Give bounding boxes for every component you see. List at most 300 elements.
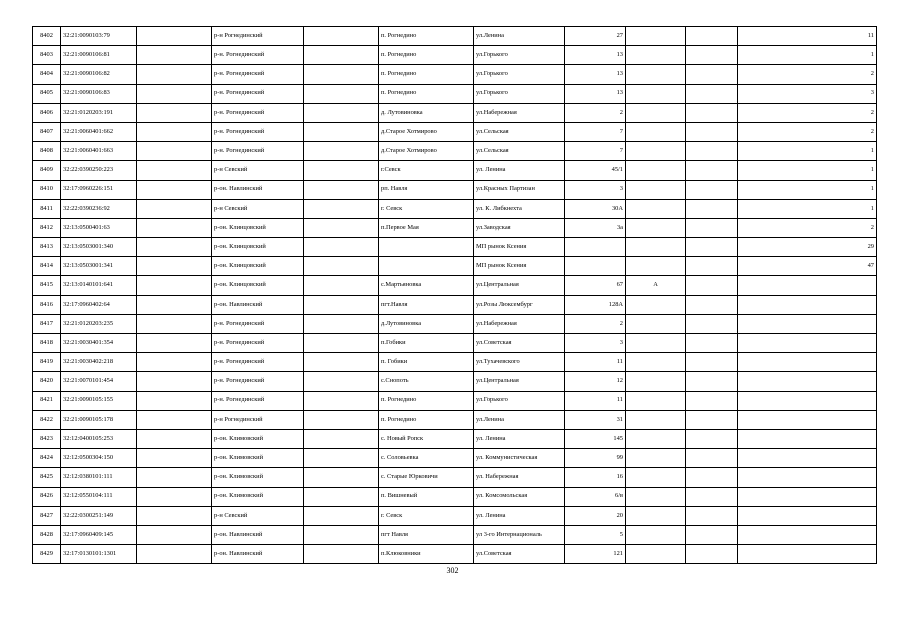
cell-house-number: 5: [565, 525, 626, 544]
cell-house-number: 128А: [565, 295, 626, 314]
cell-row-number: 8428: [33, 525, 61, 544]
cell-district: р-н. Рогнединский: [212, 65, 304, 84]
cell-empty: [304, 122, 379, 141]
cell-empty: [686, 122, 738, 141]
cell-cadastral-number: 32:21:0120203:235: [61, 314, 137, 333]
cell-street: ул.Красных Партизан: [474, 180, 565, 199]
cell-empty: [686, 334, 738, 353]
cell-empty: [686, 218, 738, 237]
cell-empty: [137, 314, 212, 333]
cell-empty: [304, 27, 379, 46]
cell-letter: [626, 372, 686, 391]
cell-empty: [304, 276, 379, 295]
cell-cadastral-number: 32:21:0030402:218: [61, 353, 137, 372]
cell-value: 1: [738, 142, 877, 161]
cell-value: 1: [738, 46, 877, 65]
cell-settlement: п. Рогнедино: [379, 391, 474, 410]
cell-settlement: п.Клюковники: [379, 545, 474, 564]
cell-letter: [626, 27, 686, 46]
table-row: [33, 545, 877, 564]
cell-street: ул.Заводская: [474, 218, 565, 237]
cell-house-number: 7: [565, 122, 626, 141]
cell-letter: [626, 142, 686, 161]
cell-letter: [626, 429, 686, 448]
cell-district: р-н Севский: [212, 199, 304, 218]
cell-empty: [304, 238, 379, 257]
table-row: [33, 372, 877, 391]
cell-house-number: 11: [565, 391, 626, 410]
cell-empty: [304, 468, 379, 487]
cell-value: [738, 276, 877, 295]
cell-letter: [626, 410, 686, 429]
cell-district: р-н. Рогнединский: [212, 122, 304, 141]
cell-letter: [626, 487, 686, 506]
cell-empty: [686, 199, 738, 218]
cell-value: [738, 468, 877, 487]
cell-district: р-он. Навлинский: [212, 525, 304, 544]
cell-empty: [686, 142, 738, 161]
cell-empty: [686, 449, 738, 468]
cell-street: ул 3-го Интернациональ: [474, 525, 565, 544]
cell-cadastral-number: 32:12:0550104:111: [61, 487, 137, 506]
cell-row-number: 8402: [33, 27, 61, 46]
cell-empty: [137, 161, 212, 180]
cell-settlement: г.Севск: [379, 161, 474, 180]
cell-empty: [304, 506, 379, 525]
cell-street: ул.Тухачевского: [474, 353, 565, 372]
cell-value: 1: [738, 161, 877, 180]
cell-cadastral-number: 32:21:0060401:663: [61, 142, 137, 161]
table-row: [33, 410, 877, 429]
cell-street: ул.Розы Люксембург: [474, 295, 565, 314]
cell-district: р-он. Клинцовский: [212, 238, 304, 257]
cell-letter: [626, 334, 686, 353]
cell-house-number: 13: [565, 84, 626, 103]
cell-cadastral-number: 32:21:0090105:178: [61, 410, 137, 429]
cell-empty: [686, 84, 738, 103]
cell-empty: [686, 276, 738, 295]
cell-empty: [686, 257, 738, 276]
cell-settlement: п. Гобики: [379, 353, 474, 372]
cell-cadastral-number: 32:21:0090106:82: [61, 65, 137, 84]
cell-settlement: п. Рогнедино: [379, 84, 474, 103]
cell-value: [738, 449, 877, 468]
cell-settlement: п. Рогнедино: [379, 46, 474, 65]
cell-empty: [304, 314, 379, 333]
cell-row-number: 8423: [33, 429, 61, 448]
cell-row-number: 8408: [33, 142, 61, 161]
cell-settlement: д.Старое Хотмирово: [379, 122, 474, 141]
cell-letter: [626, 257, 686, 276]
cell-row-number: 8420: [33, 372, 61, 391]
cell-district: р-н. Рогнединский: [212, 391, 304, 410]
cell-empty: [304, 103, 379, 122]
cell-empty: [304, 372, 379, 391]
cell-house-number: 121: [565, 545, 626, 564]
cell-letter: [626, 180, 686, 199]
cell-letter: [626, 65, 686, 84]
cell-letter: [626, 122, 686, 141]
cell-value: [738, 314, 877, 333]
table-row: [33, 391, 877, 410]
cell-cadastral-number: 32:17:0960226:151: [61, 180, 137, 199]
cell-letter: [626, 314, 686, 333]
cell-value: 11: [738, 27, 877, 46]
cell-street: МП рынок Ксения: [474, 257, 565, 276]
cell-row-number: 8416: [33, 295, 61, 314]
table-row: [33, 65, 877, 84]
cell-settlement: д. Лутовиновка: [379, 103, 474, 122]
cell-street: ул. Ленина: [474, 161, 565, 180]
cell-district: р-н. Рогнединский: [212, 142, 304, 161]
table-row: [33, 84, 877, 103]
cell-street: ул.Центральная: [474, 276, 565, 295]
cell-empty: [686, 487, 738, 506]
cell-cadastral-number: 32:17:0130101:1301: [61, 545, 137, 564]
cell-row-number: 8414: [33, 257, 61, 276]
cell-cadastral-number: 32:21:0090105:155: [61, 391, 137, 410]
cell-row-number: 8418: [33, 334, 61, 353]
cell-settlement: п.Гобики: [379, 334, 474, 353]
table-row: [33, 525, 877, 544]
cell-house-number: [565, 238, 626, 257]
cell-house-number: 7: [565, 142, 626, 161]
cell-value: [738, 429, 877, 448]
cell-value: 47: [738, 257, 877, 276]
cell-empty: [137, 353, 212, 372]
cell-value: [738, 353, 877, 372]
cell-house-number: 30А: [565, 199, 626, 218]
cell-cadastral-number: 32:21:0090103:79: [61, 27, 137, 46]
cell-street: ул.Советская: [474, 545, 565, 564]
cell-empty: [137, 142, 212, 161]
cell-empty: [304, 410, 379, 429]
cell-cadastral-number: 32:22:0390250:223: [61, 161, 137, 180]
cell-house-number: 27: [565, 27, 626, 46]
cell-letter: [626, 161, 686, 180]
cell-cadastral-number: 32:21:0120203:191: [61, 103, 137, 122]
cell-empty: [686, 353, 738, 372]
cell-street: ул. К. Либкнехта: [474, 199, 565, 218]
cell-empty: [137, 429, 212, 448]
cell-empty: [304, 180, 379, 199]
cell-value: 2: [738, 218, 877, 237]
cell-row-number: 8415: [33, 276, 61, 295]
cell-empty: [304, 525, 379, 544]
cell-settlement: п. Рогнедино: [379, 27, 474, 46]
cell-settlement: [379, 238, 474, 257]
cell-house-number: 3а: [565, 218, 626, 237]
cell-empty: [304, 257, 379, 276]
cell-value: 3: [738, 84, 877, 103]
cell-empty: [304, 199, 379, 218]
cell-district: р-он. Клинцовский: [212, 218, 304, 237]
cell-empty: [686, 545, 738, 564]
registry-table: [32, 26, 877, 564]
cell-settlement: с. Старые Юрковичи: [379, 468, 474, 487]
table-row: [33, 199, 877, 218]
cell-empty: [304, 84, 379, 103]
cell-row-number: 8412: [33, 218, 61, 237]
cell-letter: [626, 468, 686, 487]
cell-empty: [137, 46, 212, 65]
cell-empty: [686, 372, 738, 391]
cell-house-number: 67: [565, 276, 626, 295]
cell-empty: [686, 468, 738, 487]
cell-street: МП рынок Ксения: [474, 238, 565, 257]
cell-empty: [686, 46, 738, 65]
cell-district: р-он. Клинцовский: [212, 257, 304, 276]
cell-row-number: 8429: [33, 545, 61, 564]
cell-empty: [686, 506, 738, 525]
cell-street: ул.Горького: [474, 46, 565, 65]
cell-house-number: 31: [565, 410, 626, 429]
cell-street: ул.Сельская: [474, 142, 565, 161]
cell-district: р-он. Клинцовский: [212, 276, 304, 295]
cell-row-number: 8413: [33, 238, 61, 257]
cell-house-number: 3: [565, 334, 626, 353]
cell-value: [738, 525, 877, 544]
cell-letter: [626, 525, 686, 544]
cell-letter: [626, 238, 686, 257]
cell-letter: [626, 506, 686, 525]
cell-district: р-н Рогнединский: [212, 27, 304, 46]
table-row: [33, 218, 877, 237]
cell-row-number: 8417: [33, 314, 61, 333]
cell-street: ул. Набережная: [474, 468, 565, 487]
cell-letter: [626, 218, 686, 237]
cell-empty: [137, 238, 212, 257]
cell-value: [738, 506, 877, 525]
cell-empty: [137, 506, 212, 525]
cell-district: р-он. Навлинский: [212, 545, 304, 564]
cell-letter: [626, 46, 686, 65]
cell-settlement: рп. Навля: [379, 180, 474, 199]
cell-settlement: п.Первое Мая: [379, 218, 474, 237]
cell-street: ул.Центральная: [474, 372, 565, 391]
cell-empty: [137, 410, 212, 429]
cell-cadastral-number: 32:21:0070101:454: [61, 372, 137, 391]
cell-letter: [626, 295, 686, 314]
cell-value: 2: [738, 122, 877, 141]
cell-house-number: 45/1: [565, 161, 626, 180]
cell-cadastral-number: 32:12:0380101:111: [61, 468, 137, 487]
cell-row-number: 8403: [33, 46, 61, 65]
cell-settlement: [379, 257, 474, 276]
cell-house-number: 3: [565, 180, 626, 199]
cell-house-number: 12: [565, 372, 626, 391]
cell-letter: А: [626, 276, 686, 295]
cell-house-number: 16: [565, 468, 626, 487]
cell-district: р-н. Рогнединский: [212, 334, 304, 353]
cell-value: 29: [738, 238, 877, 257]
cell-cadastral-number: 32:21:0030401:354: [61, 334, 137, 353]
page-number: 302: [446, 566, 459, 575]
cell-letter: [626, 84, 686, 103]
cell-settlement: д.Лутовиновка: [379, 314, 474, 333]
cell-district: р-н Севский: [212, 161, 304, 180]
cell-district: р-он. Климовский: [212, 468, 304, 487]
cell-settlement: г. Севск: [379, 199, 474, 218]
cell-cadastral-number: 32:21:0090106:81: [61, 46, 137, 65]
cell-cadastral-number: 32:13:0140101:641: [61, 276, 137, 295]
cell-cadastral-number: 32:13:0500401:63: [61, 218, 137, 237]
cell-district: р-он. Навлинский: [212, 180, 304, 199]
cell-row-number: 8424: [33, 449, 61, 468]
cell-settlement: п. Рогнедино: [379, 410, 474, 429]
cell-empty: [304, 391, 379, 410]
cell-empty: [137, 391, 212, 410]
cell-empty: [686, 525, 738, 544]
cell-empty: [137, 180, 212, 199]
cell-row-number: 8409: [33, 161, 61, 180]
cell-house-number: 13: [565, 46, 626, 65]
cell-empty: [137, 65, 212, 84]
table-body: [33, 27, 877, 564]
cell-row-number: 8427: [33, 506, 61, 525]
cell-letter: [626, 545, 686, 564]
cell-empty: [686, 295, 738, 314]
cell-empty: [304, 487, 379, 506]
table-row: [33, 334, 877, 353]
cell-cadastral-number: 32:12:0500304:150: [61, 449, 137, 468]
cell-cadastral-number: 32:21:0090106:83: [61, 84, 137, 103]
cell-empty: [137, 372, 212, 391]
cell-value: [738, 391, 877, 410]
cell-house-number: [565, 257, 626, 276]
table-row: [33, 161, 877, 180]
cell-house-number: 2: [565, 103, 626, 122]
cell-value: [738, 295, 877, 314]
table-row: [33, 295, 877, 314]
cell-cadastral-number: 32:21:0060401:662: [61, 122, 137, 141]
cell-house-number: 145: [565, 429, 626, 448]
cell-settlement: с.Мартьяновка: [379, 276, 474, 295]
cell-empty: [686, 180, 738, 199]
cell-row-number: 8419: [33, 353, 61, 372]
cell-empty: [686, 65, 738, 84]
cell-empty: [137, 27, 212, 46]
table-row: [33, 468, 877, 487]
cell-street: ул.Советская: [474, 334, 565, 353]
cell-settlement: с. Новый Ропск: [379, 429, 474, 448]
table-row: [33, 142, 877, 161]
table-row: [33, 449, 877, 468]
cell-house-number: 99: [565, 449, 626, 468]
cell-empty: [137, 103, 212, 122]
cell-district: р-н. Рогнединский: [212, 372, 304, 391]
cell-cadastral-number: 32:12:0400105:253: [61, 429, 137, 448]
cell-street: ул.Горького: [474, 84, 565, 103]
cell-district: р-н Севский: [212, 506, 304, 525]
cell-value: 2: [738, 65, 877, 84]
cell-empty: [137, 468, 212, 487]
cell-letter: [626, 103, 686, 122]
cell-settlement: д.Старое Хотмирово: [379, 142, 474, 161]
cell-value: [738, 487, 877, 506]
cell-empty: [304, 334, 379, 353]
cell-house-number: 11: [565, 353, 626, 372]
cell-empty: [304, 353, 379, 372]
cell-cadastral-number: 32:17:0960402:64: [61, 295, 137, 314]
table-row: [33, 506, 877, 525]
cell-empty: [304, 218, 379, 237]
table-row: [33, 46, 877, 65]
cell-street: ул.Ленина: [474, 410, 565, 429]
cell-empty: [304, 295, 379, 314]
cell-district: р-н. Рогнединский: [212, 314, 304, 333]
cell-empty: [137, 122, 212, 141]
cell-street: ул.Ленина: [474, 27, 565, 46]
cell-settlement: с.Снопоть: [379, 372, 474, 391]
cell-row-number: 8426: [33, 487, 61, 506]
cell-district: р-н. Рогнединский: [212, 103, 304, 122]
cell-district: р-он. Климовский: [212, 429, 304, 448]
cell-district: р-он. Навлинский: [212, 295, 304, 314]
cell-cadastral-number: 32:13:0503001:341: [61, 257, 137, 276]
cell-row-number: 8405: [33, 84, 61, 103]
cell-empty: [686, 391, 738, 410]
cell-street: ул.Горького: [474, 65, 565, 84]
table-row: [33, 27, 877, 46]
cell-empty: [137, 218, 212, 237]
cell-empty: [304, 429, 379, 448]
cell-settlement: п. Вишневый: [379, 487, 474, 506]
table-row: [33, 353, 877, 372]
cell-district: р-он. Климовский: [212, 487, 304, 506]
cell-street: ул.Набережная: [474, 103, 565, 122]
cell-empty: [304, 46, 379, 65]
cell-empty: [137, 487, 212, 506]
table-row: [33, 180, 877, 199]
cell-house-number: 2: [565, 314, 626, 333]
cell-empty: [137, 199, 212, 218]
table-row: [33, 103, 877, 122]
cell-empty: [686, 103, 738, 122]
cell-empty: [137, 84, 212, 103]
cell-street: ул.Набережная: [474, 314, 565, 333]
cell-row-number: 8410: [33, 180, 61, 199]
cell-value: 1: [738, 199, 877, 218]
table-row: [33, 314, 877, 333]
table-row: [33, 487, 877, 506]
cell-district: р-н. Рогнединский: [212, 84, 304, 103]
cell-letter: [626, 449, 686, 468]
cell-empty: [686, 238, 738, 257]
cell-empty: [304, 161, 379, 180]
cell-house-number: 20: [565, 506, 626, 525]
cell-empty: [304, 449, 379, 468]
table-row: [33, 276, 877, 295]
cell-empty: [686, 161, 738, 180]
cell-empty: [137, 449, 212, 468]
cell-value: [738, 545, 877, 564]
cell-empty: [304, 65, 379, 84]
cell-row-number: 8407: [33, 122, 61, 141]
cell-row-number: 8411: [33, 199, 61, 218]
cell-empty: [686, 27, 738, 46]
cell-street: ул. Ленина: [474, 506, 565, 525]
cell-empty: [137, 334, 212, 353]
cell-cadastral-number: 32:17:0960409:145: [61, 525, 137, 544]
cell-value: 2: [738, 103, 877, 122]
cell-value: 1: [738, 180, 877, 199]
cell-district: р-он. Климовский: [212, 449, 304, 468]
cell-cadastral-number: 32:13:0503001:340: [61, 238, 137, 257]
cell-district: р-н. Рогнединский: [212, 46, 304, 65]
cell-row-number: 8406: [33, 103, 61, 122]
cell-street: ул.Горького: [474, 391, 565, 410]
